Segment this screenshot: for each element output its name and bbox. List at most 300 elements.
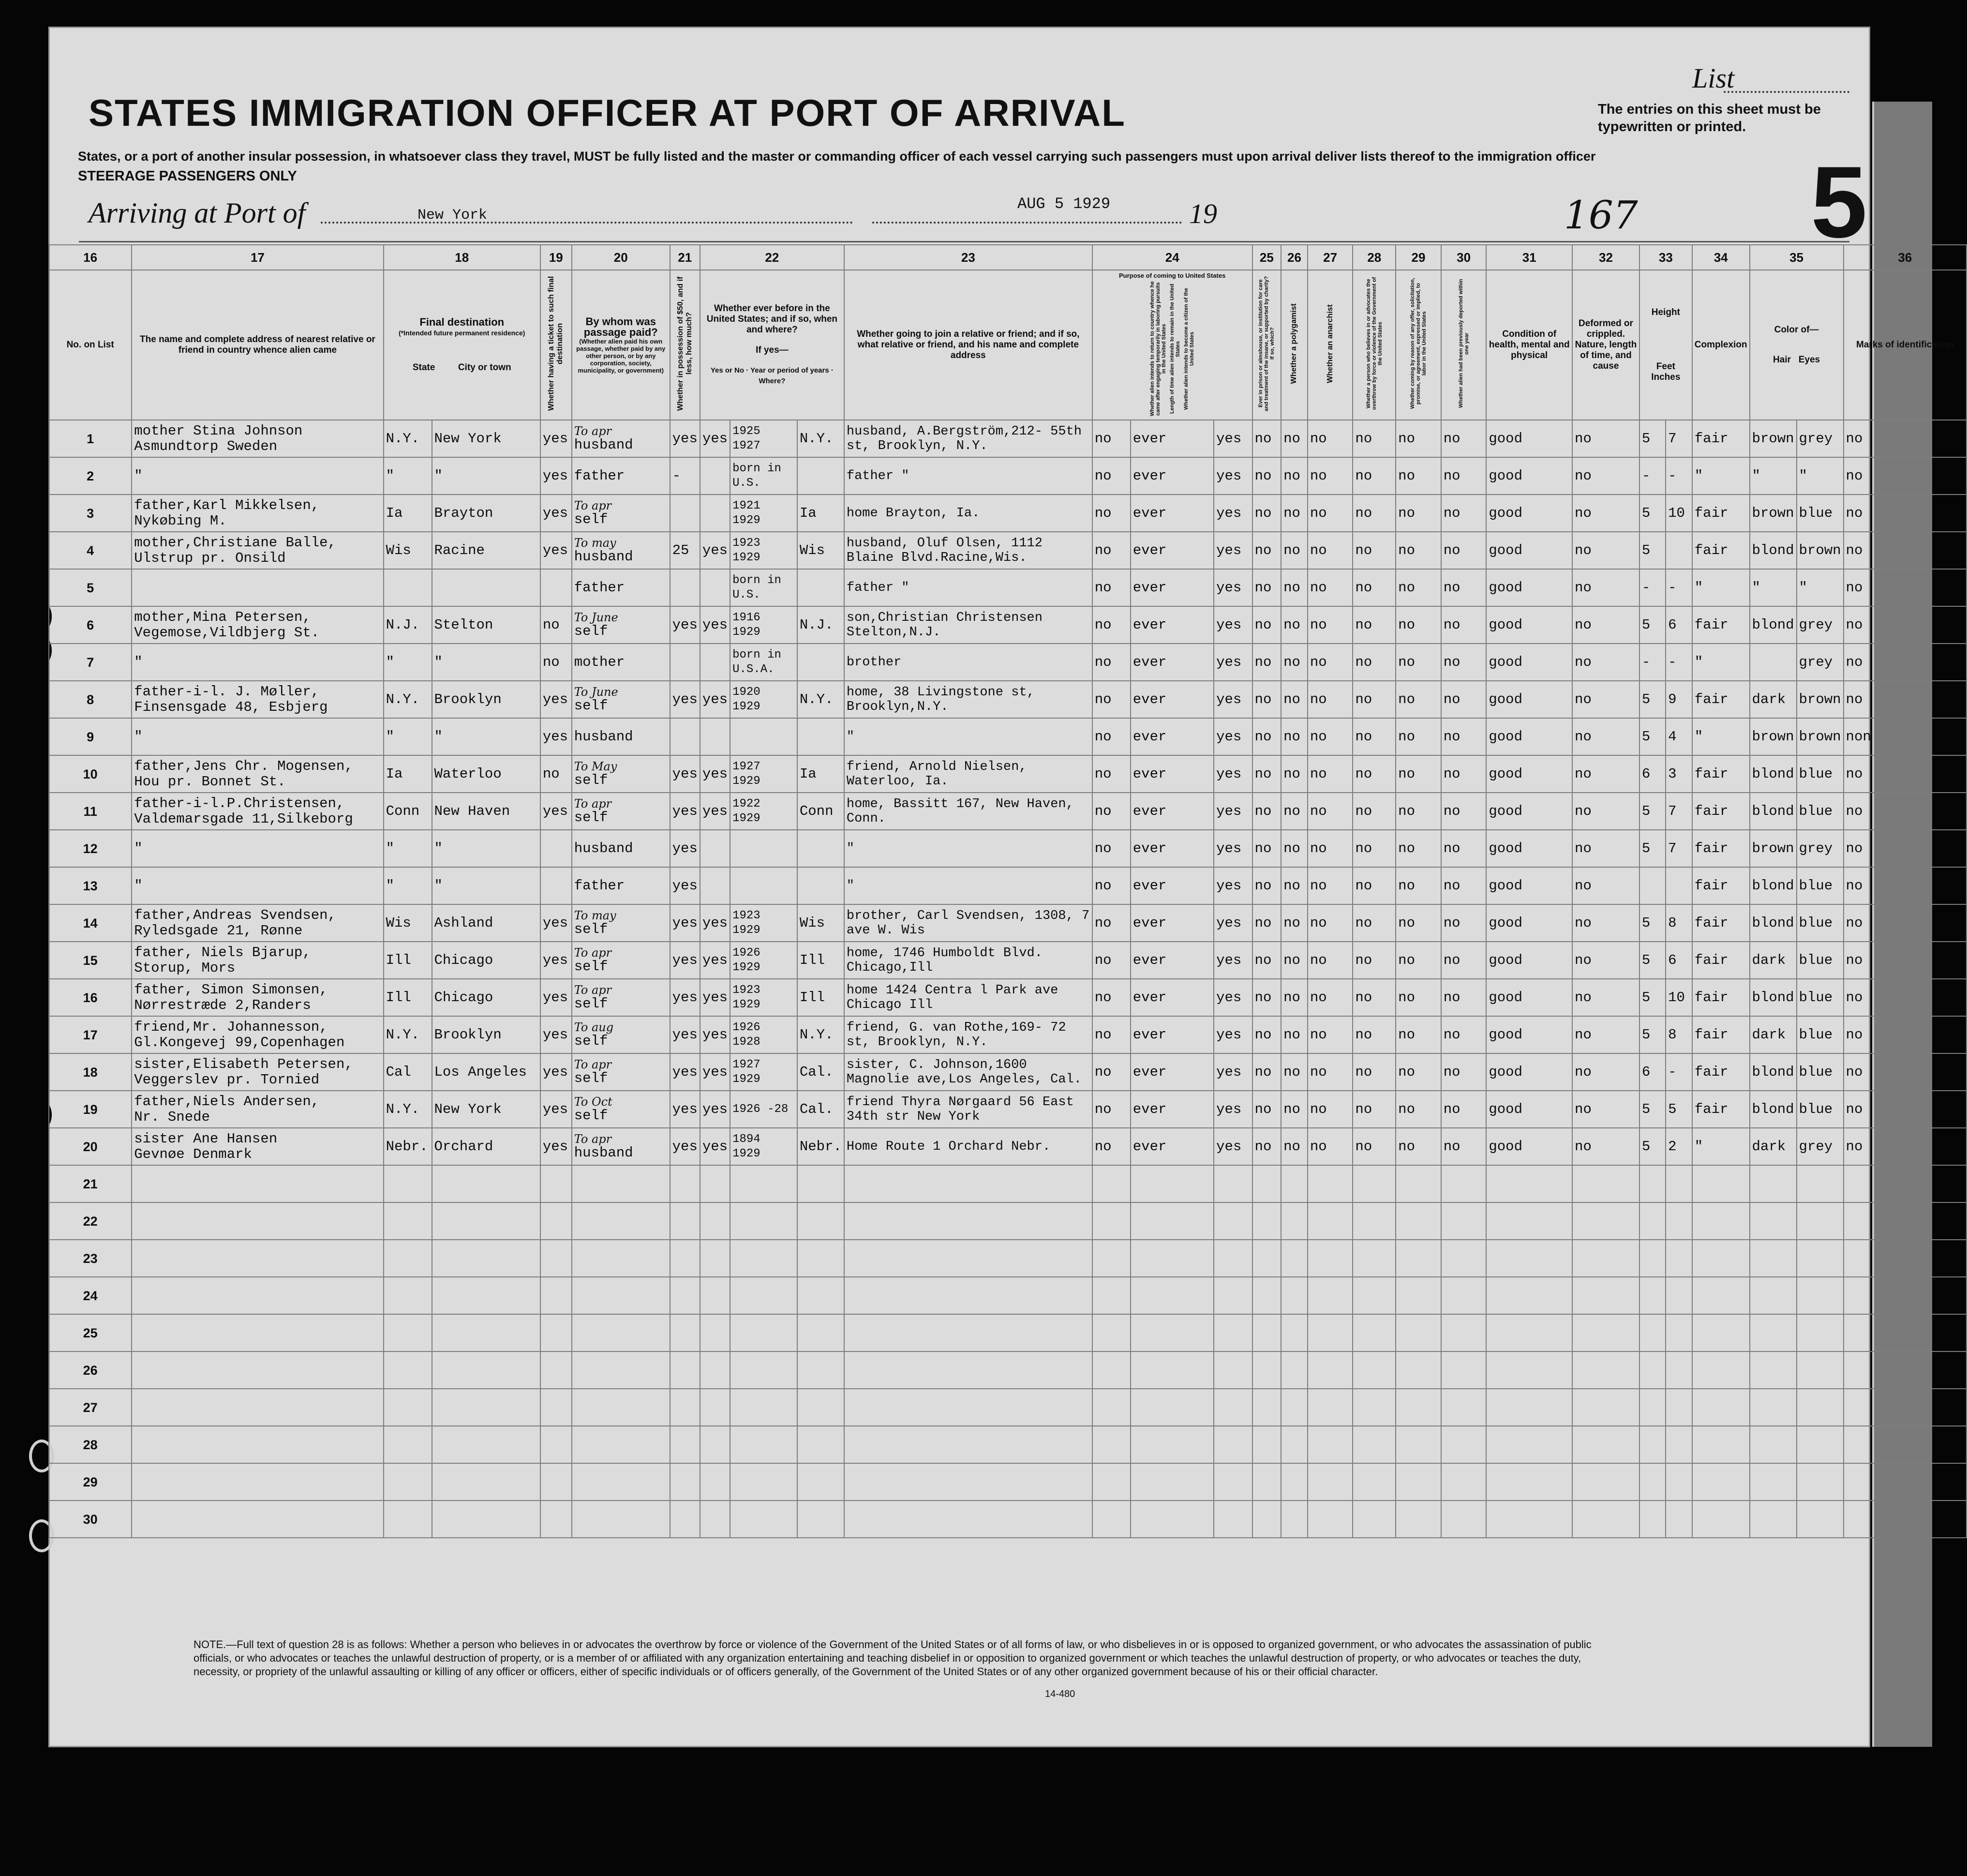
cell-before-yes-no: yes [700,532,730,569]
cell-eye-color [1797,1165,1844,1202]
cell-prison: no [1252,420,1282,457]
cell-joining-relative [844,1426,1092,1463]
cell-height-inches: 3 [1666,755,1692,793]
cell-hair-color: blond [1750,532,1797,569]
cell-q30 [1441,1314,1487,1351]
cell-before-years [730,1314,797,1351]
paid-by-value: husband [574,548,633,565]
cell-height-inches: 6 [1666,606,1692,644]
header-no-on-list: No. on List [49,270,132,420]
table-row [49,457,1967,495]
cell-purpose-return: no [1092,457,1131,495]
cell-deformed: no [1572,420,1639,457]
cell-complexion: fair [1692,755,1750,793]
cell-polygamist: no [1281,681,1308,718]
cell-purpose-length: ever [1131,793,1214,830]
cell-q28: no [1353,793,1396,830]
cell-before-years: born in U.S.A. [730,644,797,681]
col-num: 35 [1750,245,1844,270]
cell-complexion: " [1692,718,1750,755]
header-marks: Marks of identification [1844,270,1967,420]
cell-city [432,1165,540,1202]
cell-row-number: 25 [49,1314,132,1351]
cell-ticket [540,1240,572,1277]
paid-by-value: self [574,1070,608,1086]
cell-relative-address [132,1240,383,1277]
header-before-label: Whether ever before in the United States; and if so, when and where? [706,303,837,335]
cell-deformed: no [1572,495,1639,532]
cell-deformed: no [1572,1128,1639,1165]
cell-purpose-citizen [1214,1165,1252,1202]
cell-health: good [1486,569,1572,606]
cell-before-where [797,457,844,495]
cell-relative-address [132,1351,383,1389]
cell-q30 [1441,1277,1487,1314]
cell-purpose-return [1092,1501,1131,1538]
cell-joining-relative [844,1351,1092,1389]
cell-hair-color: dark [1750,942,1797,979]
cell-ticket [540,1426,572,1463]
table-row [49,830,1967,867]
cell-passage-paid-by [572,867,670,904]
cell-purpose-citizen: yes [1214,606,1252,644]
cell-prison [1252,1501,1282,1538]
cell-marks: no [1844,569,1967,606]
cell-before-yes-no [700,1277,730,1314]
paid-by-value: self [574,995,608,1012]
cell-state: " [384,718,432,755]
cell-height-feet: 5 [1639,904,1666,942]
cell-deformed [1572,1426,1639,1463]
cell-city: Waterloo [432,755,540,793]
cell-row-number: 20 [49,1128,132,1165]
cell-row-number: 15 [49,942,132,979]
cell-purpose-length: ever [1131,904,1214,942]
cell-health: good [1486,644,1572,681]
header-passage [572,270,670,420]
cell-prison: no [1252,718,1282,755]
cell-anarchist: no [1308,569,1353,606]
cell-passage-paid-by [572,1351,670,1389]
cell-city [432,1351,540,1389]
cell-city [432,1277,540,1314]
cell-relative-address [132,904,383,942]
cell-relative-address [132,681,383,718]
cell-health: good [1486,793,1572,830]
cell-before-years [730,1202,797,1240]
cell-ticket [540,569,572,606]
cell-passage-paid-by [572,457,670,495]
cell-joining-relative [844,1277,1092,1314]
cell-ticket: no [540,755,572,793]
arriving-label: Arriving at Port of [89,197,306,229]
date-stamp: AUG 5 1929 [1017,195,1111,213]
cell-purpose-return: no [1092,867,1131,904]
header-q29 [1396,270,1441,420]
table-row [49,867,1967,904]
cell-row-number: 8 [49,681,132,718]
cell-complexion: fair [1692,420,1750,457]
cell-joining-relative: father " [844,569,1092,606]
cell-hair-color: blond [1750,755,1797,793]
cell-purpose-return [1092,1202,1131,1240]
handwritten-note: To may [574,536,616,550]
cell-anarchist [1308,1501,1353,1538]
cell-state [384,1240,432,1277]
cell-marks: no [1844,495,1967,532]
cell-eye-color: brown [1797,681,1844,718]
cell-anarchist: no [1308,830,1353,867]
cell-relative-address [132,1016,383,1053]
cell-passage-paid-by [572,830,670,867]
cell-relative-address [132,1202,383,1240]
cell-height-inches: 6 [1666,942,1692,979]
cell-hair-color: blond [1750,904,1797,942]
relative-line: father, Simon Simonsen, [134,981,328,998]
relative-line: father-i-l.P.Christensen, [134,795,345,811]
cell-relative-address [132,569,383,606]
col-num: 23 [844,245,1092,270]
cell-passage-paid-by [572,793,670,830]
cell-height-feet [1639,1463,1666,1501]
handwritten-note: To apr [574,498,612,512]
cell-q29: no [1396,644,1441,681]
cell-prison: no [1252,495,1282,532]
cell-prison: no [1252,681,1282,718]
cell-before-where [797,1426,844,1463]
cell-before-where [797,569,844,606]
cell-joining-relative: friend Thyra Nørgaard 56 East 34th str New York [844,1091,1092,1128]
cell-ticket: yes [540,532,572,569]
cell-ticket: yes [540,681,572,718]
cell-money-50: yes [670,755,700,793]
cell-health: good [1486,755,1572,793]
cell-joining-relative: home Brayton, Ia. [844,495,1092,532]
cell-before-where: Ill [797,942,844,979]
cell-q29 [1396,1389,1441,1426]
cell-before-years [730,718,797,755]
cell-before-years [730,1165,797,1202]
cell-marks: no [1844,606,1967,644]
cell-row-number: 23 [49,1240,132,1277]
cell-prison [1252,1426,1282,1463]
cell-height-feet: 5 [1639,942,1666,979]
cell-before-yes-no: yes [700,681,730,718]
cell-q28 [1353,1277,1396,1314]
cell-purpose-length: ever [1131,942,1214,979]
cell-eye-color: blue [1797,1016,1844,1053]
cell-polygamist: no [1281,1091,1308,1128]
header-yes-no: Yes or No [710,366,745,375]
handwritten-note: To apr [574,796,612,810]
relative-line: " [134,877,143,894]
cell-money-50: yes [670,1016,700,1053]
handwritten-note: To aug [574,1020,614,1034]
cell-q30: no [1441,644,1487,681]
cell-state: N.J. [384,606,432,644]
cell-before-where: Nebr. [797,1128,844,1165]
cell-eye-color [1797,1314,1844,1351]
header-anarchist [1308,270,1353,420]
relative-line: Finsensgade 48, Esbjerg [134,699,328,715]
cell-before-yes-no [700,1426,730,1463]
cell-q28: no [1353,755,1396,793]
cell-state [384,1314,432,1351]
cell-purpose-return: no [1092,718,1131,755]
cell-q28: no [1353,1091,1396,1128]
cell-money-50 [670,1240,700,1277]
cell-before-years: 1927 1929 [730,755,797,793]
cell-height-feet [1639,867,1666,904]
cell-marks: non [1844,718,1967,755]
cell-before-where [797,1351,844,1389]
cell-before-yes-no [700,1314,730,1351]
cell-eye-color [1797,1426,1844,1463]
cell-before-years [730,867,797,904]
cell-q28 [1353,1389,1396,1426]
cell-q29: no [1396,793,1441,830]
cell-before-years: 1925 1927 [730,420,797,457]
cell-city: " [432,457,540,495]
header-joining: Whether going to join a relative or friend; and if so, what relative or friend, and his name and complete address [844,270,1092,420]
relative-line: father-i-l. J. Møller, [134,683,320,700]
cell-before-years: born in U.S. [730,457,797,495]
cell-deformed: no [1572,718,1639,755]
cell-q29: no [1396,681,1441,718]
cell-before-where: N.J. [797,606,844,644]
cell-state [384,1426,432,1463]
cell-passage-paid-by [572,755,670,793]
cell-ticket: yes [540,457,572,495]
cell-relative-address [132,793,383,830]
typewritten-instruction: The entries on this sheet must be typewritten or printed. [1598,102,1821,135]
cell-city [432,569,540,606]
cell-prison [1252,1240,1282,1277]
header-purpose-a: Whether alien intends to return to country whence he came after engaging temporarily in laboring pursuits in the United States [1149,281,1167,417]
cell-prison [1252,1165,1282,1202]
cell-money-50: yes [670,867,700,904]
cell-complexion [1692,1463,1750,1501]
cell-q28 [1353,1202,1396,1240]
cell-before-yes-no: yes [700,904,730,942]
cell-height-feet: - [1639,569,1666,606]
cell-complexion: " [1692,1128,1750,1165]
header-q30-text: Whether alien had been previously deported within one year [1458,279,1470,408]
handwritten-note: To June [574,610,618,624]
cell-ticket: yes [540,979,572,1016]
cell-polygamist [1281,1351,1308,1389]
header-health: Condition of health, mental and physical [1486,270,1572,420]
cell-before-years: 1922 1929 [730,793,797,830]
paid-by-value: self [574,921,608,937]
col-num: 33 [1639,245,1692,270]
cell-ticket: yes [540,942,572,979]
cell-q29 [1396,1501,1441,1538]
table-row [49,1463,1967,1501]
cell-city: New York [432,1091,540,1128]
cell-row-number: 26 [49,1351,132,1389]
cell-anarchist: no [1308,979,1353,1016]
cell-health: good [1486,1128,1572,1165]
table-row [49,755,1967,793]
cell-eye-color: brown [1797,718,1844,755]
cell-state [384,1389,432,1426]
cell-before-yes-no: yes [700,1091,730,1128]
paid-by-value: husband [574,436,633,453]
cell-anarchist: no [1308,644,1353,681]
header-feet: Feet [1656,361,1675,372]
cell-health [1486,1389,1572,1426]
cell-q30 [1441,1202,1487,1240]
cell-q30: no [1441,532,1487,569]
cell-height-inches: - [1666,457,1692,495]
cell-q30 [1441,1389,1487,1426]
cell-money-50: 25 [670,532,700,569]
cell-q30: no [1441,457,1487,495]
cell-marks: no [1844,942,1967,979]
cell-passage-paid-by [572,681,670,718]
cell-complexion: fair [1692,867,1750,904]
cell-ticket: yes [540,420,572,457]
cell-deformed: no [1572,644,1639,681]
cell-q29 [1396,1351,1441,1389]
cell-polygamist: no [1281,532,1308,569]
cell-ticket [540,1202,572,1240]
cell-purpose-length [1131,1314,1214,1351]
cell-state: Ia [384,755,432,793]
paid-by-value: father [574,579,625,596]
cell-anarchist: no [1308,867,1353,904]
relative-line: sister Ane Hansen [134,1130,278,1147]
cell-joining-relative [844,1240,1092,1277]
cell-ticket: yes [540,1053,572,1091]
cell-purpose-length: ever [1131,1053,1214,1091]
table-row [49,1165,1967,1202]
cell-hair-color: blond [1750,793,1797,830]
cell-passage-paid-by [572,1165,670,1202]
cell-prison: no [1252,1016,1282,1053]
cell-row-number: 21 [49,1165,132,1202]
cell-money-50 [670,1501,700,1538]
cell-polygamist: no [1281,1053,1308,1091]
cell-marks: no [1844,681,1967,718]
cell-prison: no [1252,830,1282,867]
cell-purpose-citizen [1214,1277,1252,1314]
cell-city [432,1389,540,1426]
cell-money-50: yes [670,681,700,718]
cell-height-feet: 5 [1639,979,1666,1016]
cell-purpose-citizen: yes [1214,755,1252,793]
cell-hair-color: brown [1750,420,1797,457]
cell-purpose-citizen: yes [1214,979,1252,1016]
cell-purpose-length [1131,1240,1214,1277]
cell-eye-color: grey [1797,1128,1844,1165]
cell-relative-address [132,755,383,793]
cell-deformed: no [1572,532,1639,569]
cell-hair-color: brown [1750,495,1797,532]
cell-marks [1844,1351,1967,1389]
cell-q30: no [1441,420,1487,457]
relative-line: Asmundtorp Sweden [134,438,278,454]
cell-marks: no [1844,793,1967,830]
cell-height-inches: 7 [1666,420,1692,457]
cell-before-years: 1927 1929 [730,1053,797,1091]
cell-q30: no [1441,681,1487,718]
cell-row-number: 9 [49,718,132,755]
cell-passage-paid-by [572,1463,670,1501]
cell-before-years [730,1351,797,1389]
cell-height-feet [1639,1165,1666,1202]
cell-state [384,1165,432,1202]
cell-q28: no [1353,718,1396,755]
cell-money-50: yes [670,420,700,457]
cell-before-where [797,830,844,867]
cell-before-years [730,1277,797,1314]
cell-prison: no [1252,1053,1282,1091]
cell-q28: no [1353,1128,1396,1165]
cell-purpose-citizen [1214,1501,1252,1538]
cell-row-number: 1 [49,420,132,457]
cell-q28: no [1353,681,1396,718]
cell-anarchist: no [1308,793,1353,830]
col-num: 20 [572,245,670,270]
cell-passage-paid-by [572,1277,670,1314]
cell-height-feet: - [1639,457,1666,495]
cell-eye-color: grey [1797,830,1844,867]
cell-before-years [730,1463,797,1501]
handwritten-list-number: 167 [1564,193,1638,238]
cell-prison: no [1252,1128,1282,1165]
cell-marks: no [1844,1091,1967,1128]
handwritten-note: To may [574,908,616,922]
cell-passage-paid-by [572,1389,670,1426]
cell-city: " [432,830,540,867]
paid-by-value: self [574,809,608,825]
cell-polygamist: no [1281,755,1308,793]
cell-money-50: yes [670,1091,700,1128]
cell-purpose-citizen: yes [1214,830,1252,867]
cell-height-inches: 2 [1666,1128,1692,1165]
paid-by-value: self [574,1033,608,1049]
cell-q29 [1396,1314,1441,1351]
cell-purpose-return: no [1092,1128,1131,1165]
cell-purpose-length [1131,1202,1214,1240]
handwritten-note: To apr [574,983,612,997]
handwritten-note: To May [574,759,617,773]
cell-city: Chicago [432,942,540,979]
cell-q29: no [1396,942,1441,979]
cell-row-number: 28 [49,1426,132,1463]
table-row [49,1351,1967,1389]
cell-purpose-citizen: yes [1214,942,1252,979]
header-q30 [1441,270,1487,420]
cell-state [384,1351,432,1389]
cell-eye-color [1797,1501,1844,1538]
cell-q30: no [1441,1091,1487,1128]
cell-joining-relative: Home Route 1 Orchard Nebr. [844,1128,1092,1165]
cell-deformed: no [1572,755,1639,793]
cell-height-inches [1666,1501,1692,1538]
relative-line: Gevnøe Denmark [134,1146,252,1162]
cell-hair-color: " [1750,457,1797,495]
cell-height-feet: 6 [1639,1053,1666,1091]
cell-before-years: 1926 -28 [730,1091,797,1128]
cell-prison: no [1252,569,1282,606]
cell-polygamist: no [1281,793,1308,830]
cell-eye-color: " [1797,457,1844,495]
cell-q30: no [1441,830,1487,867]
table-row [49,904,1967,942]
